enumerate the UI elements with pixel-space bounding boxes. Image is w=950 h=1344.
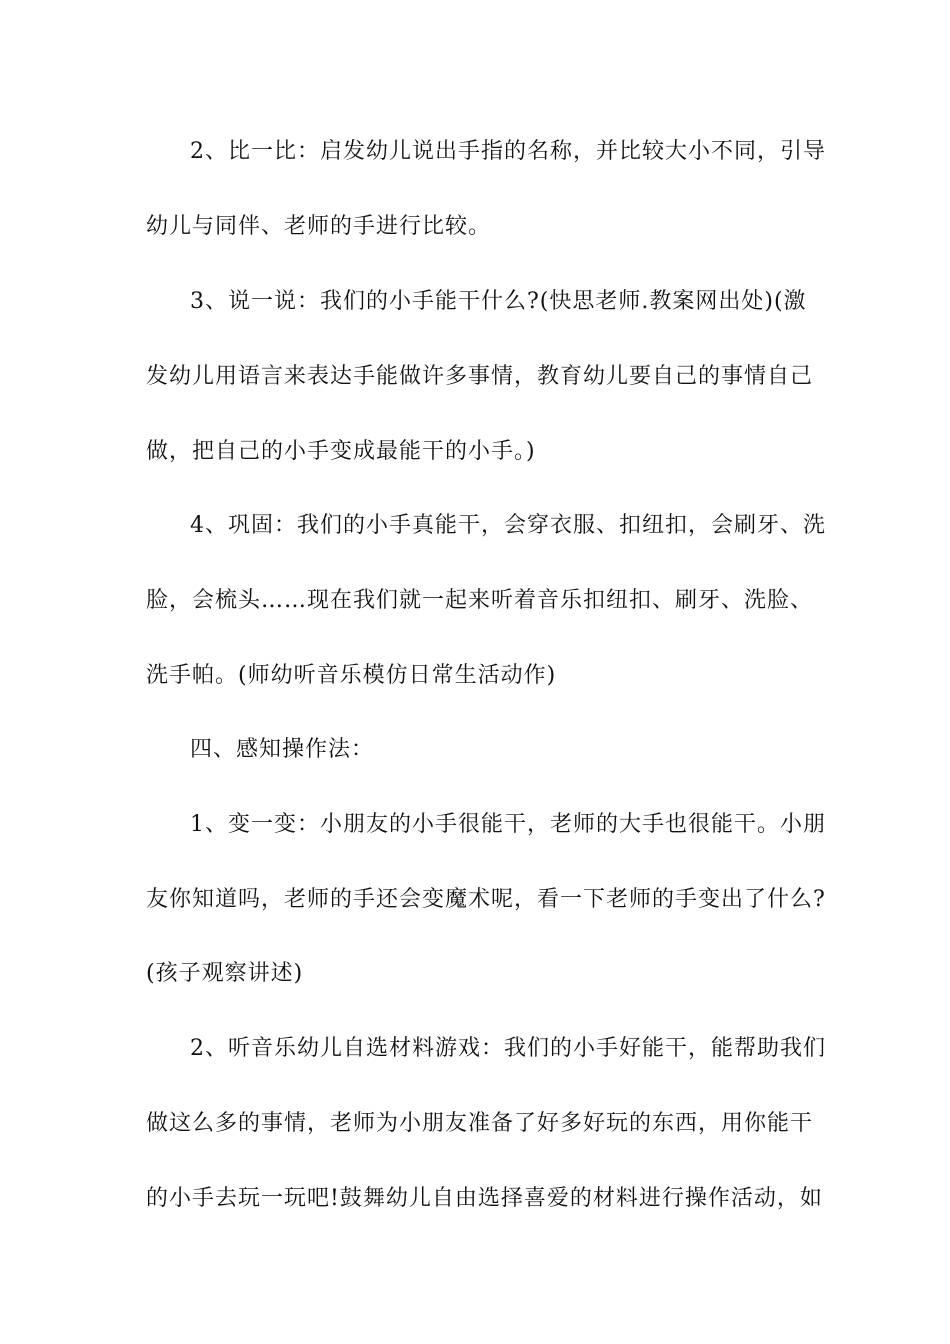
- paragraph-line: 1、变一变：小朋友的小手很能干，老师的大手也很能干。小朋: [190, 812, 826, 837]
- paragraph-line: 做，把自己的小手变成最能干的小手。): [146, 439, 536, 464]
- paragraph-line: 脸，会梳头……现在我们就一起来听着音乐扣纽扣、刷牙、洗脸、: [146, 588, 814, 613]
- paragraph-line: 4、巩固：我们的小手真能干，会穿衣服、扣纽扣，会刷牙、洗: [190, 513, 826, 538]
- paragraph-line: (孩子观察讲述): [146, 961, 304, 986]
- section-heading: 四、感知操作法：: [190, 737, 375, 762]
- paragraph-line: 做这么多的事情，老师为小朋友准备了好多好玩的东西，用你能干: [146, 1111, 814, 1136]
- paragraph-line: 的小手去玩一玩吧!鼓舞幼儿自由选择喜爱的材料进行操作活动，如: [146, 1186, 823, 1211]
- paragraph-line: 幼儿与同伴、老师的手进行比较。: [146, 214, 492, 239]
- paragraph-line: 2、听音乐幼儿自选材料游戏：我们的小手好能干，能帮助我们: [190, 1036, 826, 1061]
- paragraph-line: 友你知道吗，老师的手还会变魔术呢，看一下老师的手变出了什么?: [146, 887, 826, 912]
- paragraph-line: 发幼儿用语言来表达手能做许多事情，教育幼儿要自己的事情自己: [146, 364, 814, 389]
- paragraph-line: 洗手帕。(师幼听音乐模仿日常生活动作): [146, 663, 557, 688]
- paragraph-line: 2、比一比：启发幼儿说出手指的名称，并比较大小不同，引导: [190, 139, 826, 164]
- paragraph-line: 3、说一说：我们的小手能干什么?(快思老师.教案网出处)(激: [190, 289, 807, 314]
